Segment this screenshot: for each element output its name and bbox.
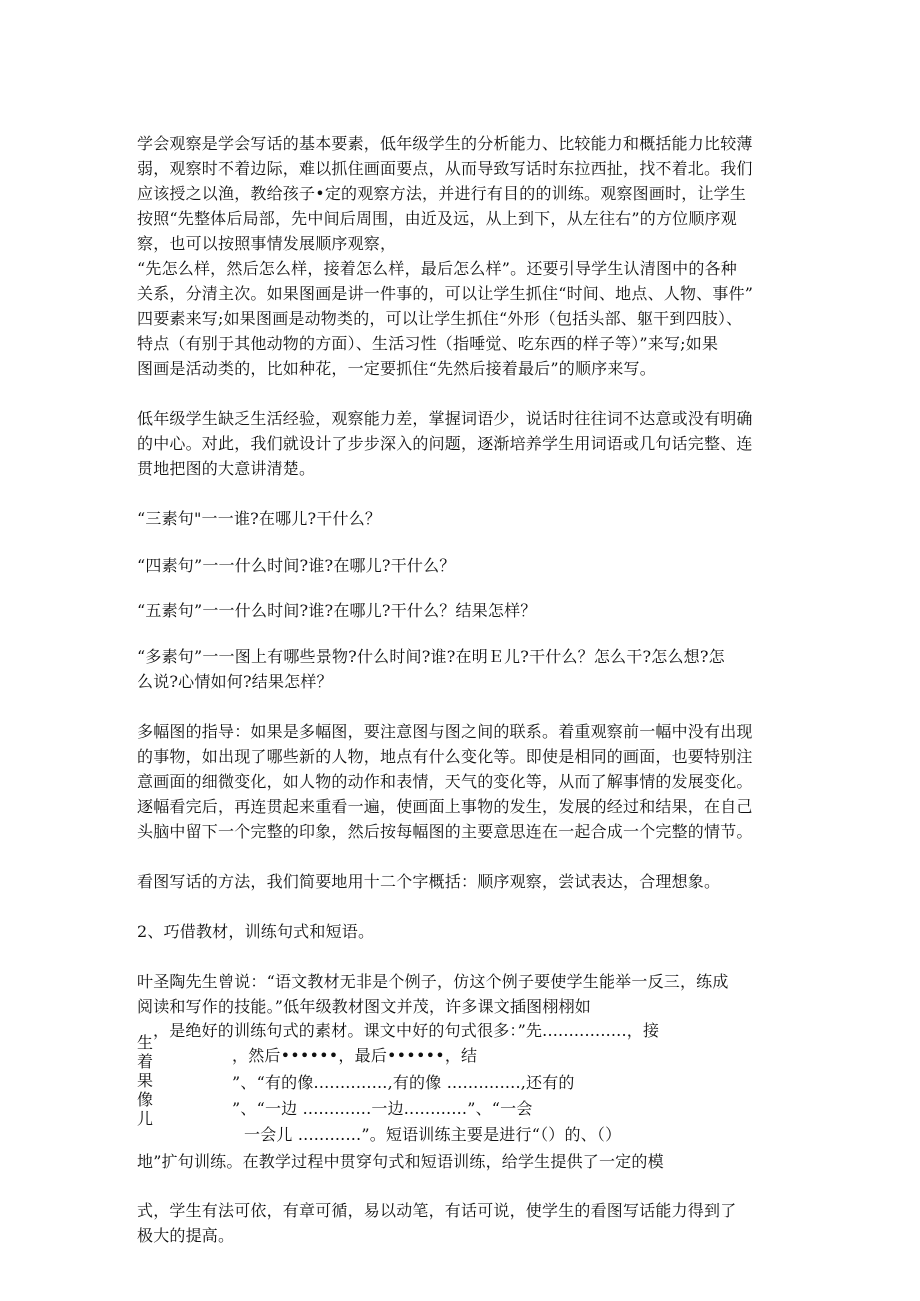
paragraph-experience-line-2: 的中心。对此，我们就设计了步步深入的问题，逐渐培养学生用词语或几句话完整、连 xyxy=(137,434,753,453)
paragraph-experience-line-1: 低年级学生缺乏生活经验，观察能力差，掌握词语少，说话时往往词不达意或没有明确 xyxy=(137,409,753,428)
paragraph-textbook-line-2: 阅读和写作的技能。”低年级教材图文并茂，许多课文插图栩栩如 xyxy=(137,997,591,1016)
paragraph-multi-picture-line-2: 的事物，如出现了哪些新的人物，地点有什么变化等。即使是相同的画面，也要特别注 xyxy=(137,747,753,766)
multi-element-sentence-line-1: “多素句”一一图上有哪些景物?什么时间?谁?在明Ｅ儿?干什么？怎么干?怎么想?怎 xyxy=(137,647,725,666)
paragraph-textbook-line-1: 叶圣陶先生曾说：“语文教材无非是个例子，仿这个例子要使学生能举一反三，练成 xyxy=(137,972,729,991)
paragraph-observation-line-2: 弱，观察时不着边际，难以抓住画面要点，从而导致写话时东拉西扯，找不着北。我们 xyxy=(137,159,753,178)
four-element-sentence: “四素句”一一什么时间?谁?在哪儿?干什么？ xyxy=(137,556,456,575)
paragraph-summary: 看图写话的方法，我们简要地用十二个字概括：顺序观察，尝试表达，合理想象。 xyxy=(137,872,721,891)
paragraph-observation-line-5: 察，也可以按照事情发展顺序观察， xyxy=(137,234,397,253)
textbook-pattern-tail: 地”扩句训练。在教学过程中贯穿句式和短语训练，给学生提供了一定的模 xyxy=(137,1152,664,1171)
paragraph-observation-line-6: “先怎么样，然后怎么样，接着怎么样，最后怎么样”。还要引导学生认清图中的各种 xyxy=(137,259,737,278)
paragraph-multi-picture-line-1: 多幅图的指导：如果是多幅图，要注意图与图之间的联系。着重观察前一幅中没有出现 xyxy=(137,722,753,741)
side-char: 像 xyxy=(137,1090,154,1109)
paragraph-observation-line-4: 按照“先整体后局部，先中间后周围，由近及远，从上到下，从左往右”的方位顺序观 xyxy=(137,209,737,228)
paragraph-observation-line-1: 学会观察是学会写话的基本要素，低年级学生的分析能力、比较能力和概括能力比较薄 xyxy=(137,134,753,153)
paragraph-observation-line-7: 关系，分清主次。如果图画是讲一件事的，可以让学生抓住“时间、地点、人物、事件” xyxy=(137,284,754,303)
paragraph-conclusion-line-1: 式，学生有法可依，有章可循，易以动笔，有话可说，使学生的看图写话能力得到了 xyxy=(137,1201,737,1220)
paragraph-observation-line-10: 图画是活动类的，比如种花，一定要抓住“先然后接着最后”的顺序来写。 xyxy=(137,359,656,378)
paragraph-multi-picture-line-4: 逐幅看完后，再连贯起来重看一遍，使画面上事物的发生，发展的经过和结果，在自己 xyxy=(137,797,753,816)
paragraph-observation-line-3: 应该授之以渔，教给孩子•定的观察方法，并进行有目的的训练。观察图画时，让学生 xyxy=(137,184,747,203)
side-char: 果 xyxy=(137,1071,154,1090)
side-char: 生 xyxy=(137,1033,154,1052)
multi-element-sentence-line-2: 么说?心情如何?结果怎样？ xyxy=(137,672,333,691)
side-char: 儿 xyxy=(137,1109,154,1128)
paragraph-observation-line-8: 四要素来写;如果图画是动物类的，可以让学生抓住“外形（包括头部、躯干到四肢）、 xyxy=(137,309,743,328)
five-element-sentence: “五素句”一一什么时间?谁?在哪儿?干什么？结果怎样？ xyxy=(137,601,537,620)
side-char: 着 xyxy=(137,1052,154,1071)
section-heading: 2、巧借教材，训练句式和短语。 xyxy=(137,922,375,941)
three-element-sentence: “三素句"一一谁?在哪儿?干什么？ xyxy=(137,509,382,528)
paragraph-conclusion-line-2: 极大的提高。 xyxy=(137,1226,235,1245)
paragraph-observation-line-9: 特点（有别于其他动物的方面）、生活习性（指唾觉、吃东西的样子等）”来写;如果 xyxy=(137,334,719,353)
paragraph-multi-picture-line-5: 头脑中留下一个完整的印象，然后按每幅图的主要意思连在一起合成一个完整的情节。 xyxy=(137,822,753,841)
textbook-pattern-line-2: ，然后••••••，最后••••••，结 xyxy=(232,1046,478,1065)
paragraph-multi-picture-line-3: 意画面的细微变化，如人物的动作和表情，天气的变化等，从而了解事情的发展变化。 xyxy=(137,772,753,791)
textbook-pattern-line-5: 一会儿 ............”。短语训练主要是进行“（）的、（） xyxy=(244,1125,622,1144)
textbook-pattern-line-3: ”、“有的像..............,有的像 ..............,还有的 xyxy=(232,1073,575,1092)
paragraph-experience-line-3: 贯地把图的大意讲清楚。 xyxy=(137,459,316,478)
textbook-pattern-line-1: ，是绝好的训练句式的素材。课文中好的句式很多：”先................，接 xyxy=(153,1021,660,1040)
textbook-pattern-line-4: ”、“一边 .............一边............”、“一会 xyxy=(232,1099,533,1118)
